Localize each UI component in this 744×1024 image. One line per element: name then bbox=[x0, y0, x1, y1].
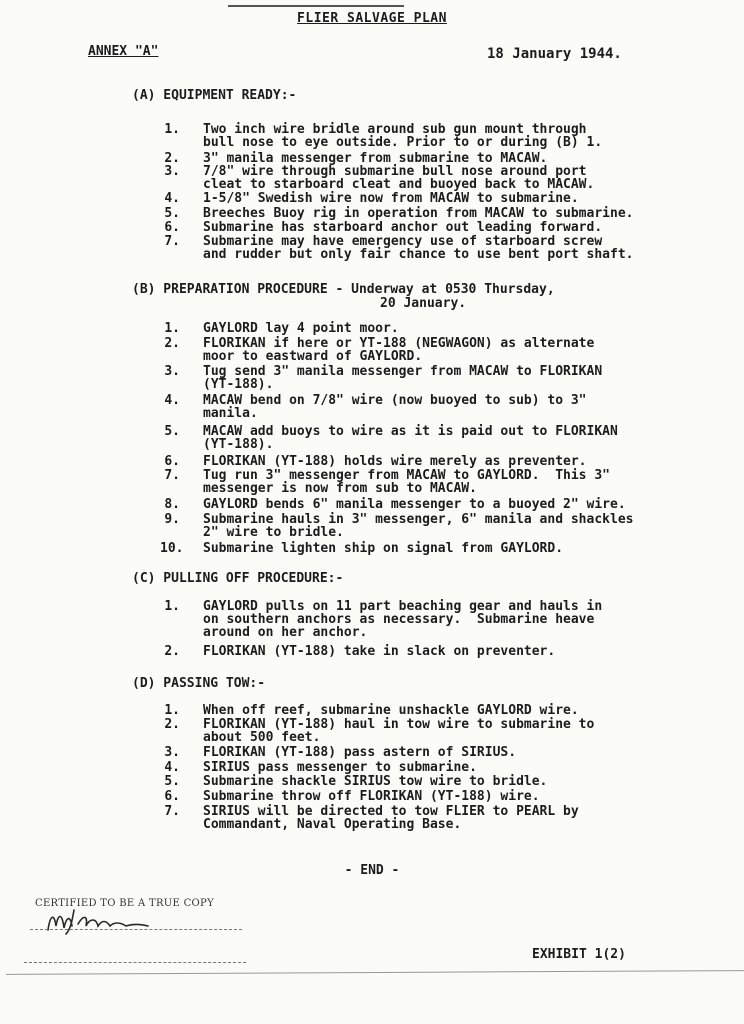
section-d-heading bbox=[132, 676, 265, 691]
certification-stamp: CERTIFIED TO BE A TRUE COPY bbox=[35, 898, 214, 909]
item-text: Submarine hauls in 3" messenger, 6" manila and shackles 2" wire to bridle. bbox=[203, 512, 634, 540]
item-text: MACAW bend on 7/8" wire (now buoyed to sub) to 3" manila. bbox=[203, 393, 587, 421]
item-text: 7/8" wire through submarine bull nose around port cleat to starboard cleat and buoyed back to MACAW. bbox=[203, 164, 595, 192]
item-number: 1. bbox=[164, 599, 180, 614]
item-text: 1-5/8" Swedish wire now from MACAW to submarine. bbox=[203, 191, 579, 206]
section-b-heading-line2: 20 January. bbox=[380, 296, 467, 311]
item-text: FLORIKAN (YT-188) pass astern of SIRIUS. bbox=[203, 745, 517, 760]
item-number: 6. bbox=[164, 454, 180, 469]
item-number: 3. bbox=[164, 745, 180, 760]
item-text: Submarine may have emergency use of starboard screw and rudder but only fair chance to use bent port shaft. bbox=[203, 234, 634, 262]
item-text: GAYLORD pulls on 11 part beaching gear and hauls in on southern anchors as necessary. Submarine heave around on her anchor. bbox=[203, 599, 603, 640]
section-b-heading-text: (B) PREPARATION PROCEDURE - Underway at 0530 Thursday, bbox=[132, 282, 555, 297]
item-text: FLORIKAN (YT-188) holds wire merely as preventer. bbox=[203, 454, 587, 469]
item-text: Tug run 3" messenger from MACAW to GAYLORD. This 3" messenger is now from sub to MACAW. bbox=[203, 468, 610, 496]
signature-line-lower bbox=[24, 962, 246, 963]
item-text: MACAW add buoys to wire as it is paid out to FLORIKAN (YT-188). bbox=[203, 424, 618, 452]
item-number: 5. bbox=[164, 424, 180, 439]
top-edge-mark bbox=[228, 0, 404, 7]
item-number: 7. bbox=[164, 804, 180, 819]
item-number: 4. bbox=[164, 393, 180, 408]
item-number: 2. bbox=[164, 644, 180, 659]
item-text: Submarine throw off FLORIKAN (YT-188) wire. bbox=[203, 789, 540, 804]
item-text: Submarine shackle SIRIUS tow wire to bridle. bbox=[203, 774, 548, 789]
item-number: 1. bbox=[164, 703, 180, 718]
item-number: 7. bbox=[164, 468, 180, 483]
section-c-heading-text: (C) PULLING OFF PROCEDURE:- bbox=[132, 571, 344, 586]
item-text: GAYLORD lay 4 point moor. bbox=[203, 321, 399, 336]
item-number: 6. bbox=[164, 220, 180, 235]
section-a-heading-text: (A) EQUIPMENT READY:- bbox=[132, 88, 297, 103]
item-text: Two inch wire bridle around sub gun mount through bull nose to eye outside. Prior to or during (B) 1. bbox=[203, 122, 603, 150]
item-text: SIRIUS will be directed to tow FLIER to PEARL by Commandant, Naval Operating Base. bbox=[203, 804, 579, 832]
section-b-heading bbox=[132, 282, 555, 297]
item-number: 5. bbox=[164, 774, 180, 789]
item-text: When off reef, submarine unshackle GAYLORD wire. bbox=[203, 703, 579, 718]
section-d-heading-text: (D) PASSING TOW:- bbox=[132, 676, 266, 691]
item-number: 4. bbox=[164, 760, 180, 775]
item-number: 1. bbox=[164, 321, 180, 336]
item-number: 10. bbox=[160, 541, 184, 556]
document-title-text: FLIER SALVAGE PLAN bbox=[297, 11, 447, 26]
item-number: 8. bbox=[164, 497, 180, 512]
item-text: 3" manila messenger from submarine to MACAW. bbox=[203, 151, 548, 166]
item-number: 6. bbox=[164, 789, 180, 804]
section-c-heading bbox=[132, 571, 343, 586]
item-number: 4. bbox=[164, 191, 180, 206]
item-text: Breeches Buoy rig in operation from MACAW to submarine. bbox=[203, 206, 634, 221]
handwritten-signature bbox=[44, 904, 154, 936]
item-number: 3. bbox=[164, 164, 180, 179]
item-text: Tug send 3" manila messenger from MACAW to FLORIKAN (YT-188). bbox=[203, 364, 603, 392]
item-text: Submarine has starboard anchor out leading forward. bbox=[203, 220, 603, 235]
item-number: 2. bbox=[164, 336, 180, 351]
item-number: 7. bbox=[164, 234, 180, 249]
item-text: Submarine lighten ship on signal from GAYLORD. bbox=[203, 541, 564, 556]
item-number: 1. bbox=[164, 122, 180, 137]
item-text: FLORIKAN (YT-188) take in slack on preventer. bbox=[203, 644, 556, 659]
page-bottom-rule bbox=[6, 970, 744, 975]
item-number: 3. bbox=[164, 364, 180, 379]
end-marker: - END - bbox=[344, 863, 400, 878]
document-date: 18 January 1944. bbox=[487, 46, 622, 62]
document-title bbox=[0, 11, 744, 26]
item-number: 2. bbox=[164, 717, 180, 732]
item-text: FLORIKAN if here or YT-188 (NEGWAGON) as alternate moor to eastward of GAYLORD. bbox=[203, 336, 595, 364]
item-number: 9. bbox=[164, 512, 180, 527]
item-text: GAYLORD bends 6" manila messenger to a buoyed 2" wire. bbox=[203, 497, 626, 512]
exhibit-label: EXHIBIT 1(2) bbox=[532, 947, 626, 962]
section-a-heading bbox=[132, 88, 296, 103]
item-number: 2. bbox=[164, 151, 180, 166]
item-number: 5. bbox=[164, 206, 180, 221]
item-text: FLORIKAN (YT-188) haul in tow wire to submarine to about 500 feet. bbox=[203, 717, 595, 745]
annex-label: ANNEX "A" bbox=[88, 44, 159, 59]
signature-line bbox=[30, 929, 242, 930]
item-text: SIRIUS pass messenger to submarine. bbox=[203, 760, 477, 775]
